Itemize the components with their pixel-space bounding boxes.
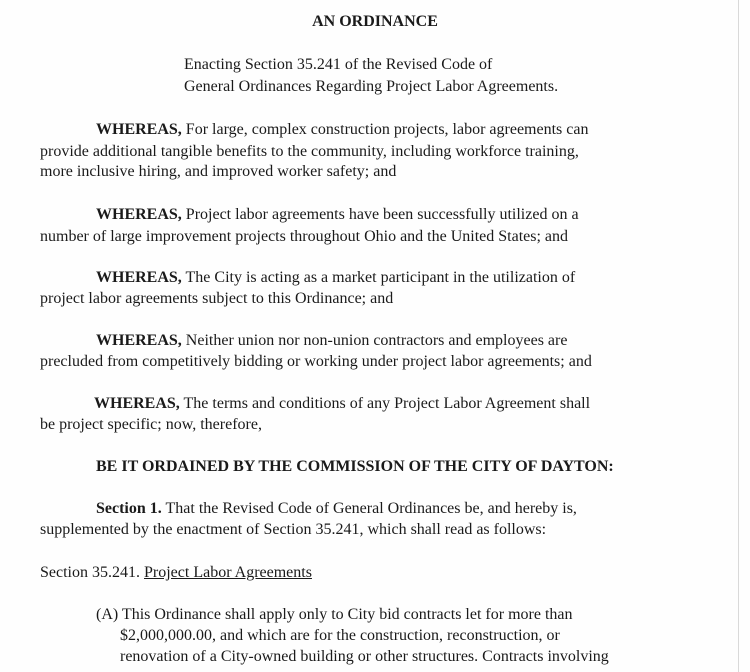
whereas-clause-line: number of large improvement projects throughout Ohio and the United States; and — [40, 228, 569, 245]
whereas-clause-first-line — [96, 331, 567, 351]
whereas-label: WHEREAS, — [96, 332, 182, 349]
whereas-label: WHEREAS, — [96, 269, 182, 286]
document-title: AN ORDINANCE — [312, 13, 438, 30]
section-title: Project Labor Agreements — [144, 564, 312, 581]
whereas-label: WHEREAS, — [94, 395, 180, 412]
subtitle-line: General Ordinances Regarding Project Labor Agreements. — [184, 78, 559, 95]
paragraph-a-line: $2,000,000.00, and which are for the construction, reconstruction, or — [120, 627, 560, 644]
whereas-label: WHEREAS, — [96, 206, 182, 223]
section1-first-line — [96, 499, 577, 519]
section-number: Section 35.241. — [40, 564, 140, 581]
ordained-heading: BE IT ORDAINED BY THE COMMISSION OF THE CITY OF DAYTON: — [96, 458, 614, 475]
whereas-text: The terms and conditions of any Project Labor Agreement shall — [183, 395, 591, 412]
whereas-text: Project labor agreements have been successfully utilized on a — [185, 206, 579, 223]
whereas-text: For large, complex construction projects, labor agreements can — [185, 121, 589, 138]
whereas-clause-line: be project specific; now, therefore, — [40, 416, 262, 433]
whereas-text: Neither union nor non-union contractors and employees are — [185, 332, 568, 349]
whereas-clause-line: precluded from competitively bidding or working under project labor agreements; and — [40, 353, 592, 370]
whereas-clause-line: more inclusive hiring, and improved worker safety; and — [40, 163, 397, 180]
paragraph-a-line: renovation of a City-owned building or other structures. Contracts involving — [120, 648, 609, 665]
page-edge — [738, 0, 739, 672]
whereas-clause-first-line — [96, 268, 575, 288]
paragraph-a-line: (A) This Ordinance shall apply only to City bid contracts let for more than — [96, 606, 573, 623]
whereas-label: WHEREAS, — [96, 121, 182, 138]
whereas-text: The City is acting as a market participant in the utilization of — [185, 269, 576, 286]
whereas-clause-line: project labor agreements subject to this Ordinance; and — [40, 290, 394, 307]
section-heading — [40, 563, 312, 583]
section1-label: Section 1. — [96, 500, 162, 517]
section1-text: That the Revised Code of General Ordinances be, and hereby is, — [165, 500, 577, 517]
whereas-clause-first-line — [94, 394, 590, 414]
whereas-clause-first-line — [96, 205, 579, 225]
whereas-clause-first-line — [96, 120, 588, 140]
subtitle-line: Enacting Section 35.241 of the Revised Code of — [184, 56, 493, 73]
section1-line: supplemented by the enactment of Section 35.241, which shall read as follows: — [40, 521, 547, 538]
whereas-clause-line: provide additional tangible benefits to the community, including workforce training, — [40, 143, 579, 160]
